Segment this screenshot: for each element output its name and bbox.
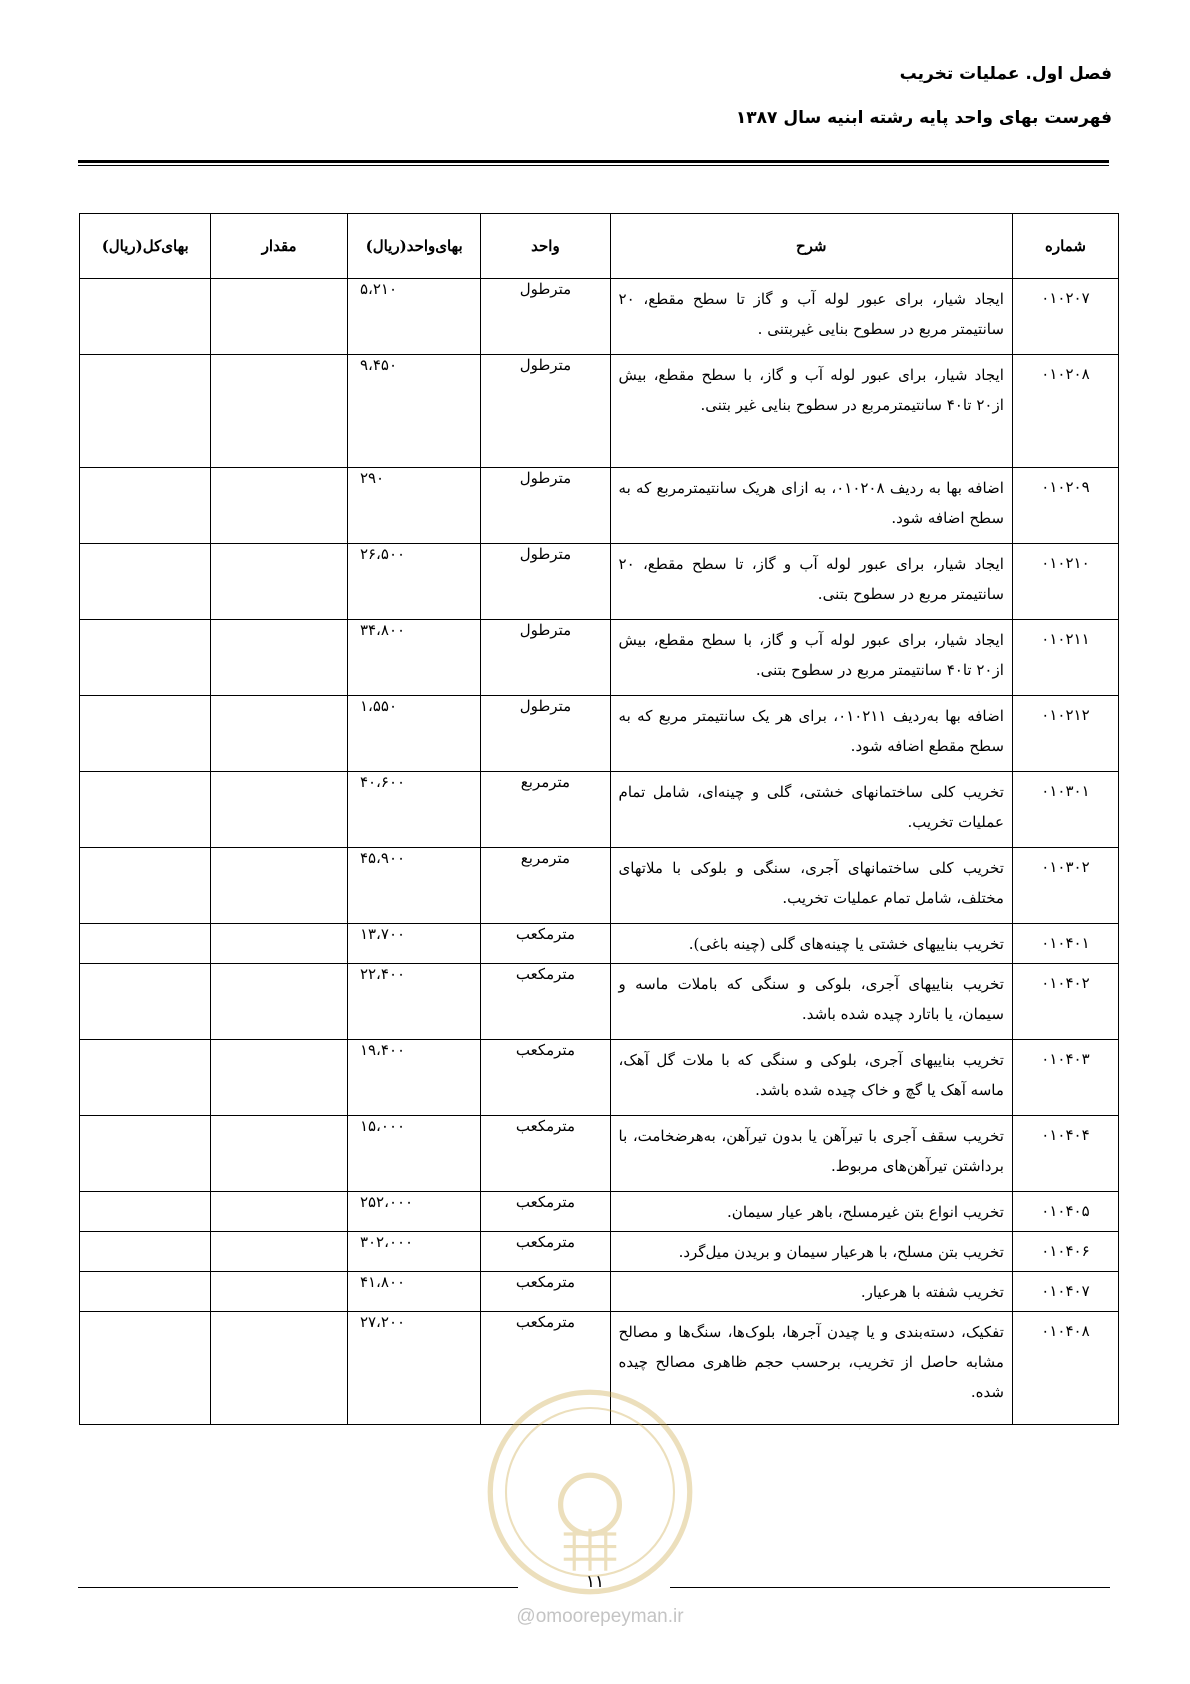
item-quantity — [211, 964, 348, 1040]
item-unit-price: ۴۰،۶۰۰ — [347, 772, 480, 848]
item-unit: مترطول — [481, 620, 610, 696]
table-row — [80, 355, 1119, 468]
item-unit: مترطول — [481, 355, 610, 468]
item-total — [80, 924, 211, 964]
item-unit: مترمربع — [481, 848, 610, 924]
item-total — [80, 468, 211, 544]
item-unit-price: ۳۴،۸۰۰ — [347, 620, 480, 696]
item-description: تخریب بتن مسلح، با هرعیار سیمان و بریدن میل‌گرد. — [610, 1232, 1012, 1272]
item-unit: مترطول — [481, 468, 610, 544]
item-code: ۰۱۰۲۰۷ — [1012, 279, 1118, 355]
item-quantity — [211, 1192, 348, 1232]
item-unit: مترطول — [481, 544, 610, 620]
item-description: اضافه بها به‌ردیف ۰۱۰۲۱۱، برای هر یک سانتیمتر مربع که به سطح مقطع اضافه شود. — [610, 696, 1012, 772]
item-description: اضافه بها به ردیف ۰۱۰۲۰۸، به ازای هریک سانتیمترمربع که به سطح اضافه شود. — [610, 468, 1012, 544]
item-code: ۰۱۰۴۰۸ — [1012, 1312, 1118, 1425]
item-code: ۰۱۰۴۰۶ — [1012, 1232, 1118, 1272]
item-total — [80, 848, 211, 924]
item-unit-price: ۱،۵۵۰ — [347, 696, 480, 772]
table-row — [80, 772, 1119, 848]
page-number: ۱۱ — [585, 1572, 605, 1592]
item-quantity — [211, 1232, 348, 1272]
header-rule — [78, 160, 1109, 166]
item-unit-price: ۱۵،۰۰۰ — [347, 1116, 480, 1192]
item-unit: مترمکعب — [481, 1312, 610, 1425]
item-quantity — [211, 620, 348, 696]
table-row — [80, 696, 1119, 772]
item-total — [80, 772, 211, 848]
item-unit: مترطول — [481, 279, 610, 355]
item-code: ۰۱۰۴۰۴ — [1012, 1116, 1118, 1192]
table-row — [80, 620, 1119, 696]
item-unit-price: ۵،۲۱۰ — [347, 279, 480, 355]
item-unit-price: ۲۹۰ — [347, 468, 480, 544]
table-row — [80, 924, 1119, 964]
item-total — [80, 964, 211, 1040]
price-list-table — [79, 213, 1119, 1425]
item-unit-price: ۱۹،۴۰۰ — [347, 1040, 480, 1116]
item-code: ۰۱۰۲۱۲ — [1012, 696, 1118, 772]
item-quantity — [211, 1040, 348, 1116]
item-description: تخریب انواع بتن غیرمسلح، باهر عیار سیمان. — [610, 1192, 1012, 1232]
item-unit-price: ۲۲،۴۰۰ — [347, 964, 480, 1040]
item-quantity — [211, 1116, 348, 1192]
item-total — [80, 1232, 211, 1272]
column-header-total: بهای‌کل(ریال) — [80, 214, 211, 279]
item-unit-price: ۹،۴۵۰ — [347, 355, 480, 468]
column-header-code: شماره — [1012, 214, 1118, 279]
table-row — [80, 1272, 1119, 1312]
item-description: ایجاد شیار، برای عبور لوله آب و گاز، با سطح مقطع، بیش از۲۰ تا۴۰ سانتیمترمربع در سطوح بنایی غیر بتنی. — [610, 355, 1012, 468]
item-total — [80, 355, 211, 468]
item-unit: مترمکعب — [481, 1192, 610, 1232]
item-total — [80, 1192, 211, 1232]
table-row — [80, 1232, 1119, 1272]
column-header-unit-price: بهای‌واحد(ریال) — [347, 214, 480, 279]
item-unit: مترمکعب — [481, 1272, 610, 1312]
item-code: ۰۱۰۲۰۹ — [1012, 468, 1118, 544]
table-row — [80, 1312, 1119, 1425]
item-total — [80, 1272, 211, 1312]
table-row — [80, 1192, 1119, 1232]
item-description: تخریب سقف آجری با تیرآهن یا بدون تیرآهن، به‌هرضخامت، با برداشتن تیرآهن‌های مربوط. — [610, 1116, 1012, 1192]
watermark-url: @omoorepeyman.ir — [516, 1606, 684, 1627]
item-code: ۰۱۰۴۰۱ — [1012, 924, 1118, 964]
item-description: تفکیک، دسته‌بندی و یا چیدن آجرها، بلوک‌ها، سنگ‌ها و مصالح مشابه حاصل از تخریب، برحسب حجم ظاهری مصالح چیده شده. — [610, 1312, 1012, 1425]
item-total — [80, 544, 211, 620]
item-unit-price: ۲۷،۲۰۰ — [347, 1312, 480, 1425]
table-row — [80, 964, 1119, 1040]
item-description: تخریب بناییهای خشتی یا چینه‌های گلی (چینه باغی). — [610, 924, 1012, 964]
item-code: ۰۱۰۴۰۳ — [1012, 1040, 1118, 1116]
item-unit: مترمکعب — [481, 924, 610, 964]
column-header-quantity: مقدار — [211, 214, 348, 279]
item-description: تخریب بناییهای آجری، بلوکی و سنگی که باملات ماسه و سیمان، یا باتارد چیده شده باشد. — [610, 964, 1012, 1040]
item-unit-price: ۱۳،۷۰۰ — [347, 924, 480, 964]
item-unit: مترمربع — [481, 772, 610, 848]
item-unit: مترمکعب — [481, 1040, 610, 1116]
item-quantity — [211, 544, 348, 620]
item-description: تخریب بناییهای آجری، بلوکی و سنگی که با ملات گل آهک، ماسه آهک یا گچ و خاک چیده شده باشد. — [610, 1040, 1012, 1116]
chapter-title: فصل اول. عملیات تخریب — [899, 64, 1112, 84]
item-unit-price: ۴۱،۸۰۰ — [347, 1272, 480, 1312]
column-header-unit: واحد — [481, 214, 610, 279]
item-total — [80, 279, 211, 355]
footer-rule-left — [78, 1587, 518, 1588]
item-code: ۰۱۰۴۰۷ — [1012, 1272, 1118, 1312]
item-code: ۰۱۰۳۰۱ — [1012, 772, 1118, 848]
table-row — [80, 848, 1119, 924]
item-total — [80, 620, 211, 696]
item-quantity — [211, 848, 348, 924]
item-unit: مترمکعب — [481, 964, 610, 1040]
table-row — [80, 1116, 1119, 1192]
item-unit-price: ۳۰۲،۰۰۰ — [347, 1232, 480, 1272]
item-unit-price: ۴۵،۹۰۰ — [347, 848, 480, 924]
item-quantity — [211, 1272, 348, 1312]
page-subtitle: فهرست بهای واحد پایه رشته ابنیه سال ۱۳۸۷ — [735, 108, 1112, 128]
table-header-row — [80, 214, 1119, 279]
table-row — [80, 468, 1119, 544]
item-description: تخریب شفته با هرعیار. — [610, 1272, 1012, 1312]
item-total — [80, 696, 211, 772]
item-total — [80, 1312, 211, 1425]
item-description: تخریب کلی ساختمانهای آجری، سنگی و بلوکی با ملاتهای مختلف، شامل تمام عملیات تخریب. — [610, 848, 1012, 924]
item-quantity — [211, 279, 348, 355]
item-total — [80, 1116, 211, 1192]
item-code: ۰۱۰۴۰۲ — [1012, 964, 1118, 1040]
item-quantity — [211, 696, 348, 772]
item-code: ۰۱۰۳۰۲ — [1012, 848, 1118, 924]
item-unit: مترمکعب — [481, 1232, 610, 1272]
item-quantity — [211, 355, 348, 468]
item-description: ایجاد شیار، برای عبور لوله آب و گاز، با سطح مقطع، بیش از۲۰ تا۴۰ سانتیمتر مربع در سطوح بتنی. — [610, 620, 1012, 696]
item-unit: مترمکعب — [481, 1116, 610, 1192]
item-code: ۰۱۰۲۰۸ — [1012, 355, 1118, 468]
item-total — [80, 1040, 211, 1116]
item-description: تخریب کلی ساختمانهای خشتی، گلی و چینه‌ای، شامل تمام عملیات تخریب. — [610, 772, 1012, 848]
page-header — [82, 58, 1112, 132]
item-description: ایجاد شیار، برای عبور لوله آب و گاز تا سطح مقطع، ۲۰ سانتیمتر مربع در سطوح بنایی غیربتنی . — [610, 279, 1012, 355]
item-unit: مترطول — [481, 696, 610, 772]
item-code: ۰۱۰۲۱۱ — [1012, 620, 1118, 696]
table-row — [80, 1040, 1119, 1116]
item-quantity — [211, 468, 348, 544]
item-unit-price: ۲۶،۵۰۰ — [347, 544, 480, 620]
item-code: ۰۱۰۴۰۵ — [1012, 1192, 1118, 1232]
table-row — [80, 279, 1119, 355]
footer-rule-right — [670, 1587, 1110, 1588]
table-row — [80, 544, 1119, 620]
item-unit-price: ۲۵۲،۰۰۰ — [347, 1192, 480, 1232]
item-quantity — [211, 924, 348, 964]
item-quantity — [211, 772, 348, 848]
item-code: ۰۱۰۲۱۰ — [1012, 544, 1118, 620]
item-quantity — [211, 1312, 348, 1425]
column-header-description: شرح — [610, 214, 1012, 279]
item-description: ایجاد شیار، برای عبور لوله آب و گاز، تا سطح مقطع، ۲۰ سانتیمتر مربع در سطوح بتنی. — [610, 544, 1012, 620]
